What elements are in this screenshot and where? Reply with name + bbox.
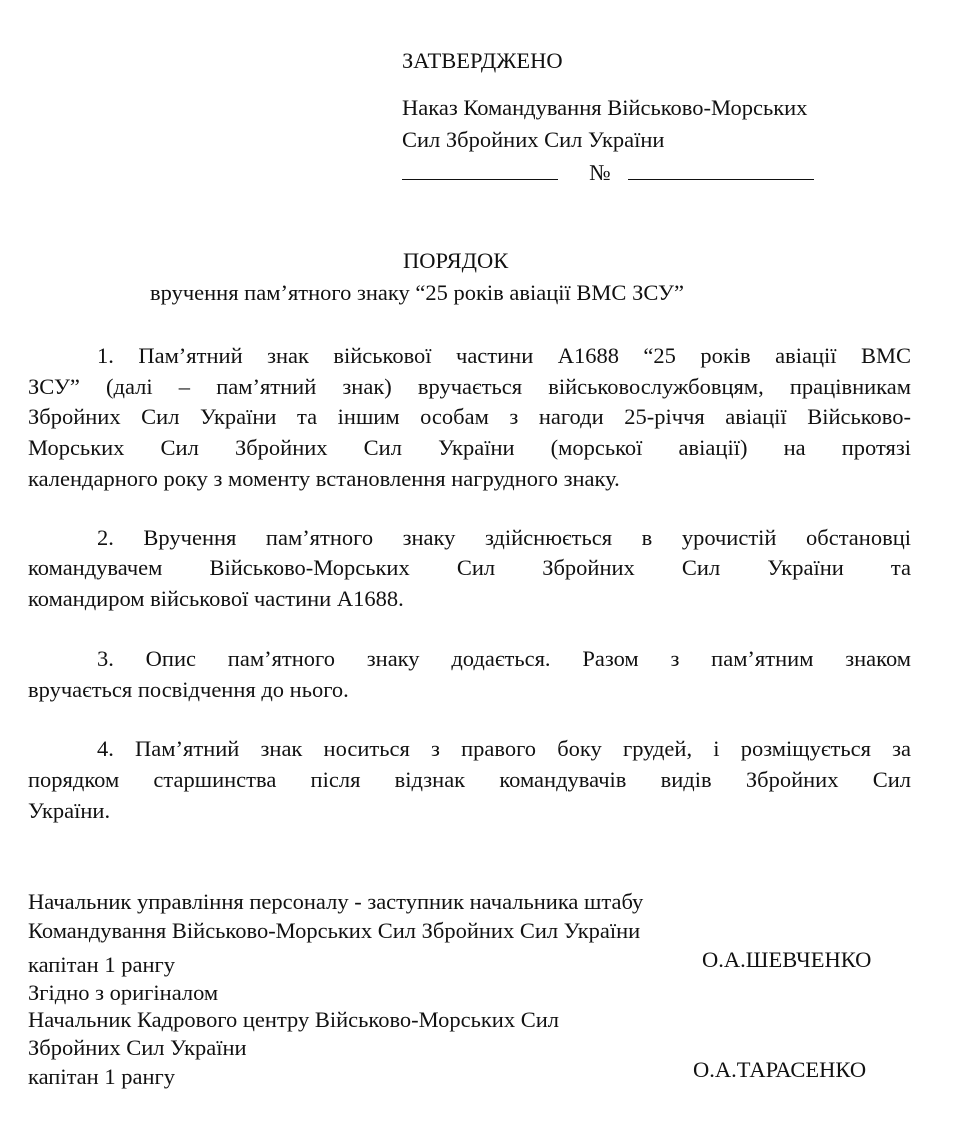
p1-line5: календарного року з моменту встановлення нагрудного знаку. bbox=[28, 466, 620, 491]
p1-line4: Морських Сил Збройних Сил України (морської авіації) на протязі bbox=[28, 435, 911, 460]
sig2-title-line1: Начальник Кадрового центру Військово-Морських Сил bbox=[28, 1007, 559, 1032]
p1-line2: ЗСУ” (далі – пам’ятний знак) вручається військовослужбовцям, працівникам bbox=[28, 374, 911, 399]
sig1-title-line1: Начальник управління персоналу - заступник начальника штабу bbox=[28, 889, 644, 914]
p3-line2: вручається посвідчення до нього. bbox=[28, 677, 349, 702]
approval-title: ЗАТВЕРДЖЕНО bbox=[402, 48, 563, 73]
heading-title: ПОРЯДОК bbox=[403, 248, 509, 273]
p4-line2: порядком старшинства після відзнак командувачів видів Збройних Сил bbox=[28, 767, 911, 792]
sig1-name: О.А.ШЕВЧЕНКО bbox=[702, 947, 872, 972]
p2-line1: 2. Вручення пам’ятного знаку здійснюється в урочистій обстановці bbox=[97, 525, 911, 550]
sig2-rank: капітан 1 рангу bbox=[28, 1064, 175, 1089]
p4-line1: 4. Пам’ятний знак носиться з правого боку грудей, і розміщується за bbox=[97, 736, 911, 761]
copy-note: Згідно з оригіналом bbox=[28, 980, 219, 1005]
p1-line3: Збройних Сил України та іншим особам з нагоди 25-річчя авіації Військово- bbox=[28, 404, 911, 429]
approval-order-line1: Наказ Командування Військово-Морських bbox=[402, 95, 808, 120]
heading-subtitle: вручення пам’ятного знаку “25 років авіації ВМС ЗСУ” bbox=[150, 280, 684, 305]
date-blank bbox=[402, 178, 558, 180]
number-sign: № bbox=[589, 160, 611, 185]
sig2-name: О.А.ТАРАСЕНКО bbox=[693, 1057, 867, 1082]
approval-order-line2: Сил Збройних Сил України bbox=[402, 127, 665, 152]
p1-line1: 1. Пам’ятний знак військової частини А1688 “25 років авіації ВМС bbox=[97, 343, 911, 368]
p4-line3: України. bbox=[28, 798, 111, 823]
approval-number-line bbox=[402, 160, 814, 186]
p2-line2: командувачем Військово-Морських Сил Збройних Сил України та bbox=[28, 555, 911, 580]
number-blank bbox=[628, 178, 814, 180]
p2-line3: командиром військової частини А1688. bbox=[28, 586, 404, 611]
sig2-title-line2: Збройних Сил України bbox=[28, 1035, 247, 1060]
p3-line1: 3. Опис пам’ятного знаку додається. Разом з пам’ятним знаком bbox=[97, 646, 911, 671]
sig1-rank: капітан 1 рангу bbox=[28, 952, 175, 977]
sig1-title-line2: Командування Військово-Морських Сил Збройних Сил України bbox=[28, 918, 641, 943]
